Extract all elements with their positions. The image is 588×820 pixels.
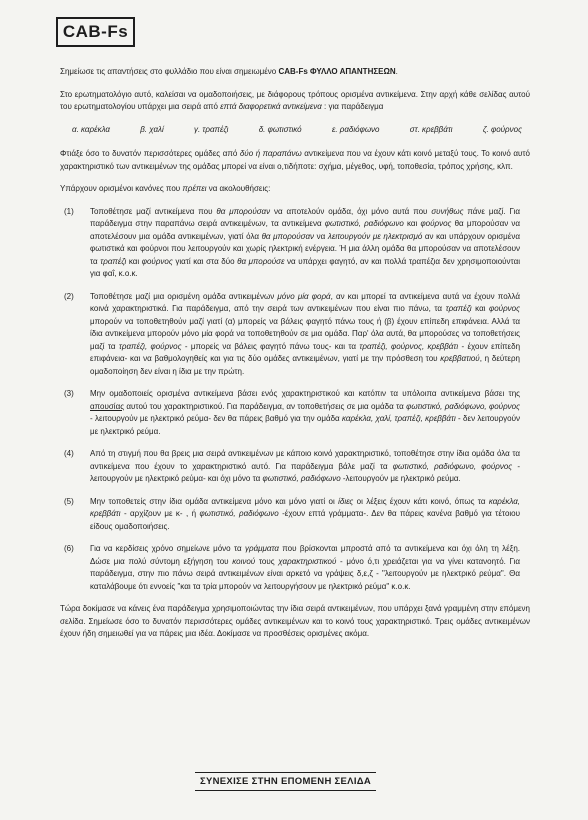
emphasis-text: φωτιστικό, ραδιόφωνο xyxy=(324,219,404,228)
example-item: β. χαλί xyxy=(140,124,164,134)
emphasis-text: τραπέζι, φούρνος, κρεββάτι xyxy=(359,341,459,351)
emphasis-text: λειτουργούν με ηλεκτρισμό xyxy=(327,231,423,241)
rule-number: (4) xyxy=(64,449,74,458)
example-item: ζ. φούρνος xyxy=(482,124,522,134)
rule-text: Για να κερδίσεις χρόνο σημείωνε μόνο τα γράμματα που βρίσκονται μπροστά από τα αντικείμενα και όχι όλη τη λέξη. Δώσε μια πολύ σύντομη εξήγηση του κοινού τους χαρακτηριστικού - μόνο ό,τι χρειάζεται για να γίνει κατανοητό. Για παράδειγμα, στην πιο πάνω σειρά αντικειμένων είναι αρκετό να γράψεις δ,ε,ζ - "λειτουργούν με ηλεκτρικό ρεύμα". Θα καταλάβουμε ότι εννοείς "και τα τρία μπορούν να λειτουργήσουν με ηλεκτρικό ρεύμα" κ.ο.κ. xyxy=(90,544,521,591)
emphasis-text: φωτιστικό, ραδιόφωνο, φούρνος xyxy=(406,401,520,411)
example-item: δ. φωτιστικό xyxy=(258,124,302,134)
emphasis-text: τραπέζι xyxy=(100,256,127,266)
emphasis-text: φούρνος xyxy=(141,256,173,266)
form-code-box xyxy=(56,17,135,47)
emphasis-text: κοινού xyxy=(232,556,256,566)
closing-paragraph: Τώρα δοκίμασε να κάνεις ένα παράδειγμα χρησιμοποιώντας την ίδια σειρά αντικειμένων, που υπάρχει ξανά γραμμένη στην επόμενη σελίδα. Σημείωσε όσο το δυνατόν περισσότερες ομάδες αντικειμένων και το κοινό τους χαρακτηριστικό. Τρεις ομάδες αντικειμένων έχουν ήδη σημειωθεί για να πάρεις μια ιδέα. Δοκίμασε να προσθέσεις ορισμένες ακόμα. xyxy=(60,604,530,638)
emphasis-text: πρέπει xyxy=(182,184,207,193)
rule-item xyxy=(60,291,530,379)
rule-item xyxy=(60,206,530,281)
emphasis-text: μόνο μία φορά xyxy=(277,291,331,301)
rule-text: Μην ομαδοποιείς ορισμένα αντικείμενα βάσει ενός χαρακτηριστικού και κατόπιν τα υπόλοιπα αντικείμενα βάσει της απουσίας αυτού του χαρακτηριστικού. Για παράδειγμα, αν τοποθετήσεις σε μια ομάδα τα φωτιστικό, ραδιόφωνο, φούρνος - λειτουργούν με ηλεκτρικό ρεύμα- δεν θα πάρεις βαθμό για την ομάδα καρέκλα, χαλί, τραπέζι, κρεββάτι - δεν λειτουργούν με ηλεκτρικό ρεύμα. xyxy=(90,389,520,436)
rule-number: (5) xyxy=(64,496,74,506)
emphasis-text: θα μπορούσαν xyxy=(216,206,271,216)
emphasis-text: κρεββατιού xyxy=(440,354,480,363)
emphasis-text: χαρακτηριστικού xyxy=(278,556,337,566)
example-item: α. καρέκλα xyxy=(72,124,110,134)
emphasis-text: συνήθως xyxy=(431,206,464,216)
emphasis-text: καρέκλα, κρεββάτι xyxy=(90,496,521,518)
intro-paragraph: Στο ερωτηματολόγιο αυτό, καλείσαι να ομαδοποιήσεις, με διάφορους τρόπους ορισμένα αντικείμενα. Στην αρχή κάθε σελίδας αυτού του ερωτηματολογίου υπάρχει μια σειρά από επτά διαφορετικά αντικείμενα : για παράδειγμα xyxy=(60,89,530,111)
rule-item xyxy=(60,496,530,534)
rules-intro: Υπάρχουν ορισμένοι κανόνες που πρέπει να ακολουθήσεις: xyxy=(60,184,271,193)
example-item: στ. κρεββάτι xyxy=(409,124,453,134)
rule-number: (1) xyxy=(64,206,74,216)
emphasis-text: ίδιες xyxy=(338,496,354,506)
rule-number: (6) xyxy=(64,544,74,553)
rule-text: Από τη στιγμή που θα βρεις μια σειρά αντικειμένων με κάποιο κοινό χαρακτηριστικό, τοποθέτησε στην ίδια ομάδα όλα τα αντικείμενα που έχουν το χαρακτηριστικό αυτό. Για παράδειγμα βάλε μαζί τα φωτιστικό, ραδιόφωνο, φούρνος - λειτουργούν με ηλεκτρικό ρεύμα- και όχι μόνο τα φωτιστικό, ραδιόφωνο -λειτουργούν με ηλεκτρικό ρεύμα. xyxy=(90,449,520,483)
emphasis-text: φούρνος xyxy=(420,219,452,228)
emphasis-text: τραπέζι, φούρνος xyxy=(118,341,182,351)
example-item: ε. ραδιόφωνο xyxy=(331,124,380,134)
rules-list xyxy=(60,206,530,594)
emphasis-text: φούρνος xyxy=(489,304,520,313)
answer-sheet-note: Σημείωσε τις απαντήσεις στο φυλλάδιο που είναι σημειωμένο CAB-Fs ΦΥΛΛΟ ΑΠΑΝΤΗΣΕΩΝ. xyxy=(60,67,398,76)
emphasis-text: θα μπορούσε xyxy=(237,256,285,266)
form-code-title: CAB-Fs xyxy=(62,22,129,41)
emphasis-text: τραπέζι xyxy=(445,304,472,313)
emphasis-text: γράμματα xyxy=(244,544,279,553)
rule-text: Τοποθέτησε μαζί μια ορισμένη ομάδα αντικειμένων μόνο μία φορά, αν και μπορεί τα αντικείμενα αυτά να έχουν πολλά κοινά χαρακτηριστικά. Για παράδειγμα, από την σειρά των αντικειμένων που είναι πιο πάνω, τα τραπέζι και φούρνος μπορούν να τοποθετηθούν μαζί γιατί (α) μπορείς να βάλεις φαγητό πάνω τους ή (β) έχουν επίπεδη επιφάνεια. Αλλά τα ίδια αντικείμενα μπορούν μόνο μία φορά να τοποθετηθούν σε μια ομάδα. Παρ' όλα αυτά, θα μπορούσες να τοποθετήσεις μαζί τα τραπέζι, φούρνος - μπορείς να βάλεις φαγητό πάνω τους- και τα τραπέζι, φούρνος, κρεββάτι - έχουν επίπεδη επιφάνεια- και να βαθμολογηθείς και για τις δύο ομάδες αντικειμένων, γιατί με την πρόσθεση του κρεββατιού, η δεύτερη ομαδοποίηση δεν είναι η ίδια με την πρώτη. xyxy=(90,291,521,376)
rule-item xyxy=(60,543,530,593)
emphasis-text: δύο ή παραπάνω xyxy=(239,149,302,158)
rule-text: Μην τοποθετείς στην ίδια ομάδα αντικείμενα μόνο και μόνο γιατί οι ίδιες οι λέξεις έχουν κάτι κοινό, όπως τα καρέκλα, κρεββάτι - αρχίζουν με κ- , ή φωτιστικό, ραδιόφωνο -έχουν επτά γράμματα-. Δεν θα πάρεις κανένα βαθμό για τέτοιου είδους ομαδοποιήσεις. xyxy=(90,496,521,531)
rule-item xyxy=(60,448,530,486)
rule-number: (2) xyxy=(64,291,74,301)
example-item: γ. τραπέζι xyxy=(193,124,229,134)
emphasis-text: φωτιστικό, ραδιόφωνο, φούρνος xyxy=(392,461,513,471)
rule-number: (3) xyxy=(64,389,74,398)
rule-item xyxy=(60,388,530,438)
emphasis-text: καρέκλα, χαλί, τραπέζι, κρεββάτι xyxy=(342,414,456,423)
emphasis-text: φωτιστικό, ραδιόφωνο xyxy=(199,509,279,518)
emphasis-text: απουσίας xyxy=(90,401,125,411)
emphasis-text: φωτιστικό, ραδιόφωνο xyxy=(262,474,341,483)
emphasis-text: θα μπορούσαν xyxy=(261,231,315,241)
instructions-content xyxy=(60,66,530,651)
rule-text: Τοποθέτησε μαζί αντικείμενα που θα μπορούσαν να αποτελούν ομάδα, όχι μόνο αυτά που συνήθως πάνε μαζί. Για παράδειγμα στην παραπάνω σειρά αντικειμένων, τα αντικείμενα φωτιστικό, ραδιόφωνο και φούρνος θα μπορούσαν να αποτελέσουν μια ομάδα αντικειμένων, γιατί όλα θα μπορούσαν να λειτουργούν με ηλεκτρισμό αν και υπάρχουν ορισμένα φωτιστικά και φούρνοι που λειτουργούν και χωρίς ηλεκτρική ενέργεια. Ή μια άλλη ομάδα θα μπορούσαν να αποτελέσουν τα τραπέζι και φούρνος γιατί και στα δύο θα μπορούσε να υπάρχει φαγητό, αν και πολλά τραπέζια δεν χρησιμοποιούνται για φαΐ, κ.ο.κ. xyxy=(90,206,521,278)
emphasis-text: επτά διαφορετικά αντικείμενα xyxy=(220,102,322,111)
emphasis-text: CAB-Fs ΦΥΛΛΟ ΑΠΑΝΤΗΣΕΩΝ xyxy=(278,67,396,76)
task-paragraph: Φτιάξε όσο το δυνατόν περισσότερες ομάδες από δύο ή παραπάνω αντικείμενα που να έχουν κάτι κοινό μεταξύ τους. Το κοινό αυτό χαρακτηριστικό των αντικειμένων της ομάδας μπορεί να είναι ο,τιδήποτε: σχήμα, μέγεθος, υφή, τοποθεσία, τρόπος χρήσης, κλπ. xyxy=(60,149,531,171)
continue-next-page-label: ΣΥΝΕΧΙΣΕ ΣΤΗΝ ΕΠΟΜΕΝΗ ΣΕΛΙΔΑ xyxy=(195,772,376,791)
example-items-row xyxy=(72,124,522,137)
